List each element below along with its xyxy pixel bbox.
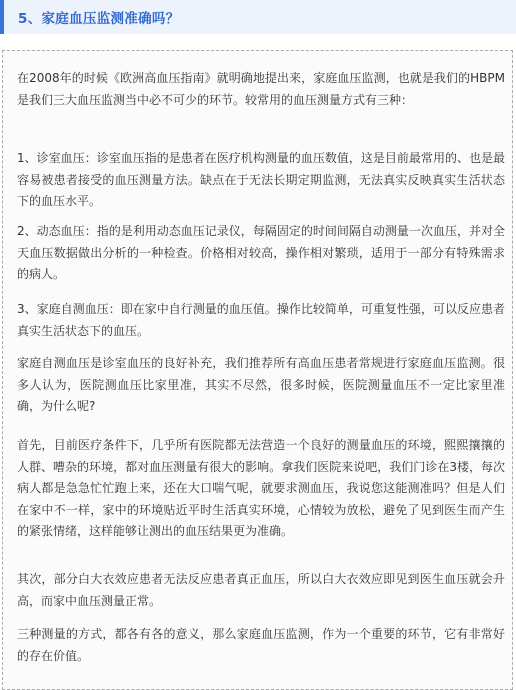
ambulatory-bp-paragraph: 2、动态血压：指的是利用动态血压记录仪，每隔固定的时间间隔自动测量一次血压，并对全天血压数据做出分析的一种检查。价格相对较高，操作相对繁琐，适用于一部分有特殊需求的病人。: [17, 224, 505, 281]
clinic-bp-paragraph: 1、诊室血压：诊室血压指的是患者在医疗机构测量的血压数值，这是目前最常用的、也是最容易被患者接受的血压测量方法。缺点在于无法长期定期监测，无法真实反映真实生活状态下的血压水平。: [17, 151, 505, 208]
section-title: 5、家庭血压监测准确吗？: [18, 11, 180, 27]
intro-paragraph: 在2008年的时候《欧洲高血压指南》就明确地提出来，家庭血压监测，也就是我们的HBPM是我们三大血压监测当中必不可少的环节。较常用的血压测量方式有三种：: [17, 71, 505, 107]
conclusion-paragraph: 三种测量的方式，都各有各的意义，那么家庭血压监测，作为一个重要的环节，它有非常好的存在价值。: [17, 627, 505, 663]
home-bp-paragraph: 3、家庭自测血压：即在家中自行测量的血压值。操作比较简单，可重复性强，可以反应患者真实生活状态下的血压。: [17, 302, 505, 338]
article-body: [2, 50, 513, 690]
reason-first-paragraph: 首先，目前医疗条件下，几乎所有医院都无法营造一个良好的测量血压的环境，熙熙攘攘的人群、嘈杂的环境，都对血压测量有很大的影响。拿我们医院来说吧，我们门诊在3楼，每次病人都是急急忙忙跑上来，还在大口喘气呢，就要求测血压，我说您这能测准吗？但是人们在家中不一样，家中的环境贴近平时生活真实环境，心情较为放松，避免了见到医生而产生的紧张情绪，这样能够让测出的血压结果更为准确。: [17, 438, 505, 538]
recommendation-paragraph: 家庭自测血压是诊室血压的良好补充，我们推荐所有高血压患者常规进行家庭血压监测。很多人认为，医院测血压比家里准，其实不尽然，很多时候，医院测量血压不一定比家里准确，为什么呢?: [17, 356, 505, 413]
reason-second-paragraph: 其次，部分白大衣效应患者无法反应患者真正血压，所以白大衣效应即见到医生血压就会升高，而家中血压测量正常。: [17, 572, 505, 608]
section-heading: [0, 0, 516, 34]
